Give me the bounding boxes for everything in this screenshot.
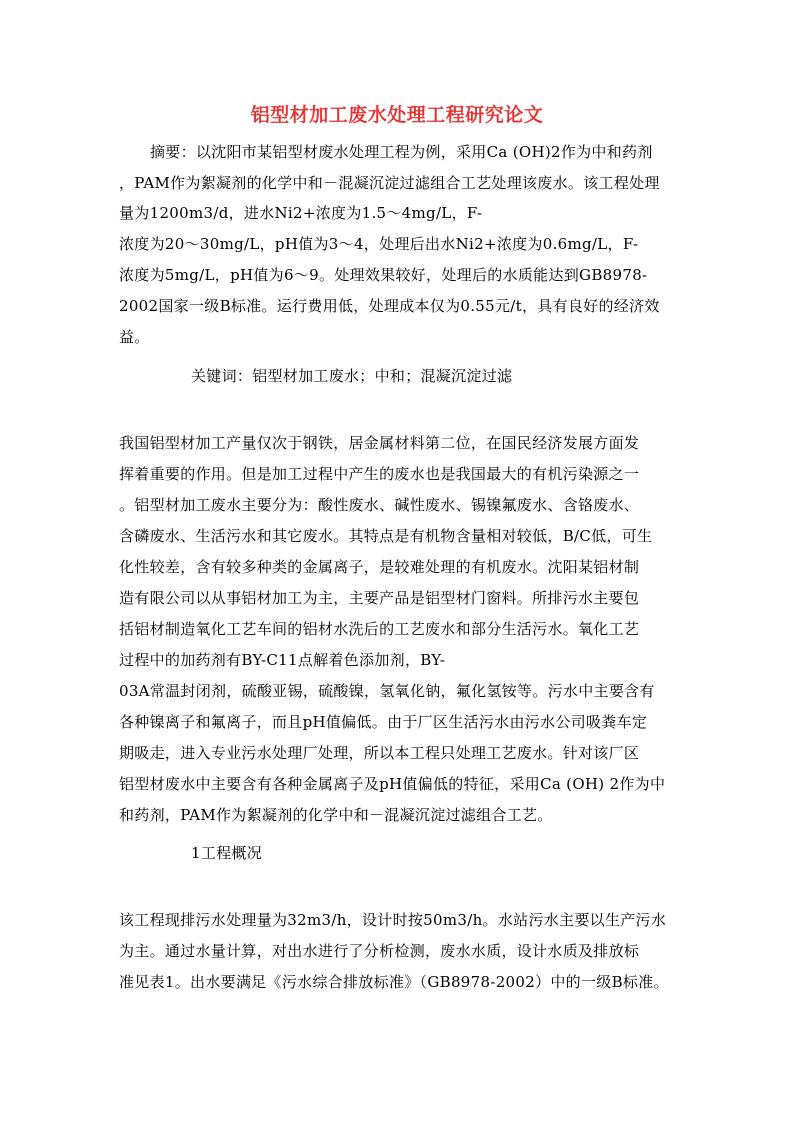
section-line: 该工程现排污水处理量为32m3/h，设计时按50m3/h。水站污水主要以生产污水 [119,911,667,929]
body-line: 铝型材废水中主要含有各种金属离子及pH值偏低的特征，采用Ca (OH) 2作为中 [119,775,666,793]
abstract-line: 摘要：以沈阳市某铝型材废水处理工程为例，采用Ca (OH)2作为中和药剂 [150,143,653,161]
body-line: 挥着重要的作用。但是加工过程中产生的废水也是我国最大的有机污染源之一 [119,465,640,483]
keywords-line: 关键词：铝型材加工废水；中和；混凝沉淀过滤 [191,367,513,385]
body-line: 03A常温封闭剂，硫酸亚锡，硫酸镍，氢氧化钠，氟化氢铵等。污水中主要含有 [119,682,655,700]
abstract-line: 浓度为20～30mg/L，pH值为3～4，处理后出水Ni2+浓度为0.6mg/L，F- [119,235,639,253]
abstract-line: ，PAM作为絮凝剂的化学中和－混凝沉淀过滤组合工艺处理该废水。该工程处理 [119,174,660,192]
body-line: 期吸走，进入专业污水处理厂处理，所以本工程只处理工艺废水。针对该厂区 [119,744,640,762]
section-line: 为主。通过水量计算，对出水进行了分析检测，废水水质，设计水质及排放标 [119,942,640,960]
abstract-line: 量为1200m3/d，进水Ni2+浓度为1.5～4mg/L，F- [119,204,483,222]
abstract-line: 益。 [119,328,150,346]
body-line: 各种镍离子和氟离子，而且pH值偏低。由于厂区生活污水由污水公司吸粪车定 [119,713,648,731]
body-line: 括铝材制造氧化工艺车间的铝材水洗后的工艺废水和部分生活污水。氧化工艺 [119,620,640,638]
section-line: 准见表1。出水要满足《污水综合排放标准》（GB8978-2002）中的一级B标准。 [119,973,669,991]
body-line: 化性较差，含有较多种类的金属离子，是较难处理的有机废水。沈阳某铝材制 [119,558,640,576]
body-line: 含磷废水、生活污水和其它废水。其特点是有机物含量相对较低，B/C低，可生 [119,527,653,545]
body-line: 我国铝型材加工产量仅次于钢铁，居金属材料第二位，在国民经济发展方面发 [119,434,640,452]
body-line: 过程中的加药剂有BY-C11点解着色添加剂，BY- [119,651,446,669]
abstract-line: 浓度为5mg/L，pH值为6～9。处理效果较好，处理后的水质能达到GB8978- [119,266,648,284]
body-line: 造有限公司以从事铝材加工为主，主要产品是铝型材门窗料。所排污水主要包 [119,589,640,607]
abstract-line: 2002国家一级B标准。运行费用低，处理成本仅为0.55元/t，具有良好的经济效 [119,297,660,315]
body-line: 。铝型材加工废水主要分为：酸性废水、碱性废水、锡镍氟废水、含铬废水、 [119,496,640,514]
body-line: 和药剂，PAM作为絮凝剂的化学中和－混凝沉淀过滤组合工艺。 [119,806,553,824]
section-heading: 1工程概况 [191,844,263,862]
document-title: 铝型材加工废水处理工程研究论文 [250,104,544,126]
